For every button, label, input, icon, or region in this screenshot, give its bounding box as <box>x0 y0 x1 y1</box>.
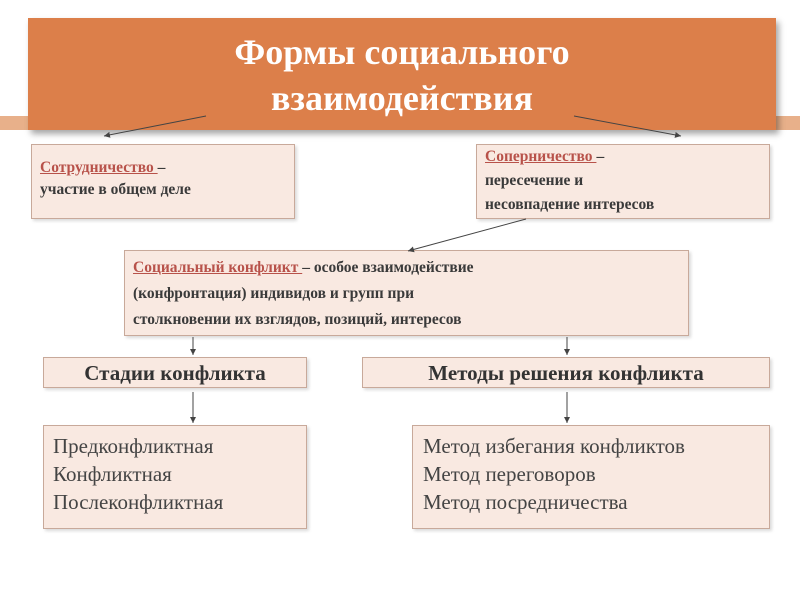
stage-item: Послеконфликтная <box>53 490 224 514</box>
stage-item: Предконфликтная <box>53 434 214 458</box>
social-conflict-definition-line-2: столкновении их взглядов, позиций, интересов <box>133 311 462 328</box>
methods-list <box>413 426 769 522</box>
cooperation-term: Сотрудничество <box>40 159 158 176</box>
stages-header-box <box>43 357 307 388</box>
decorative-bar-right <box>776 116 800 130</box>
diagram-title: Формы социального взаимодействия <box>234 32 570 118</box>
stages-list <box>44 426 306 522</box>
social-conflict-term: Социальный конфликт <box>133 259 303 276</box>
method-item: Метод переговоров <box>423 462 596 486</box>
social-conflict-definition-line-1: (конфронтация) индивидов и групп при <box>133 285 415 302</box>
methods-header: Методы решения конфликта <box>428 361 704 385</box>
rivalry-term: Соперничество <box>485 148 597 165</box>
stages-header: Стадии конфликта <box>84 361 266 385</box>
cooperation-definition: участие в общем деле <box>40 181 191 198</box>
decorative-bar-left <box>0 116 28 130</box>
methods-list-box <box>412 425 770 529</box>
cooperation-dash: – <box>157 159 166 176</box>
arrow-rivalry-to-conflict <box>408 219 526 251</box>
rivalry-definition-line-1: пересечение и <box>485 172 584 189</box>
rivalry-dash: – <box>596 148 605 165</box>
social-conflict-box <box>124 250 689 336</box>
methods-header-box <box>362 357 770 388</box>
rivalry-text <box>485 145 761 217</box>
social-conflict-text <box>133 255 680 333</box>
stage-item: Конфликтная <box>53 462 172 486</box>
social-conflict-definition-first: – особое взаимодействие <box>302 259 474 276</box>
method-item: Метод избегания конфликтов <box>423 434 685 458</box>
diagram-title-box <box>28 18 776 130</box>
cooperation-text <box>40 157 286 201</box>
method-item: Метод посредничества <box>423 490 628 514</box>
stages-list-box <box>43 425 307 529</box>
cooperation-box <box>31 144 295 219</box>
rivalry-definition-line-2: несовпадение интересов <box>485 196 655 213</box>
rivalry-box <box>476 144 770 219</box>
